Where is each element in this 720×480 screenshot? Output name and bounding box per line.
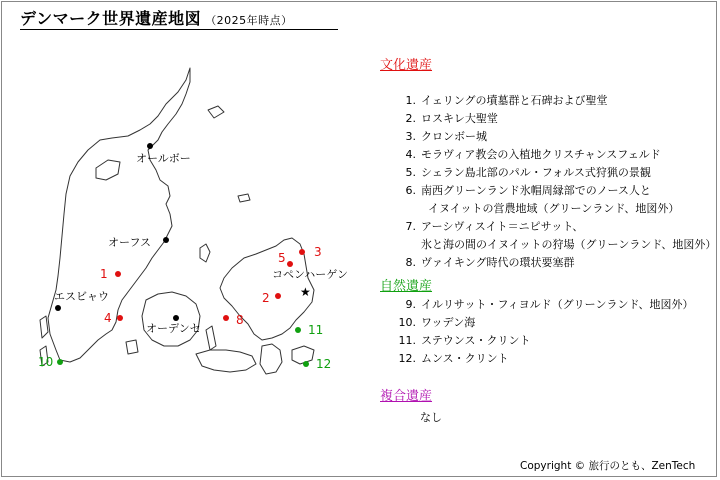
site-dot-11 (295, 327, 301, 333)
langeland-island (206, 326, 216, 350)
title-text: デンマーク世界遺産地図 (20, 9, 202, 28)
falster-coast (260, 344, 282, 374)
lolland-coast (196, 350, 256, 372)
aarhus-dot (163, 237, 169, 243)
odense-dot (173, 315, 179, 321)
list-item (380, 164, 716, 182)
als-island (126, 340, 138, 354)
site-label-5: 5 (278, 251, 286, 265)
item-text: イェリングの墳墓群と石碑および聖堂 (421, 94, 608, 107)
samsoe-island (200, 244, 210, 262)
moen-coast (292, 346, 314, 364)
item-num: 10. (398, 316, 416, 329)
site-dot-4 (117, 315, 123, 321)
city-aalborg: オールボー (136, 152, 191, 165)
capital-star-icon: ★ (300, 285, 311, 299)
list-item (380, 182, 716, 218)
item-num: 8. (405, 256, 416, 269)
site-dot-2 (275, 293, 281, 299)
cultural-list (380, 92, 716, 272)
item-num: 2. (405, 112, 416, 125)
item-text-line2: イヌイットの営農地域（グリーンランド、地図外） (428, 202, 680, 215)
natural-heading: 自然遺産 (380, 279, 433, 294)
title-date: （2025年時点） (205, 14, 293, 27)
item-num: 7. (405, 220, 416, 233)
site-label-12: 12 (316, 357, 332, 371)
item-num: 4. (405, 148, 416, 161)
site-label-11: 11 (308, 323, 324, 337)
site-dot-3 (299, 249, 305, 255)
site-dot-10 (57, 359, 63, 365)
item-text: ロスキレ大聖堂 (421, 112, 498, 125)
copyright-text: Copyright © 旅行のとも、ZenTech (520, 460, 696, 472)
item-text: 南西グリーンランド氷帽周縁部でのノース人と (421, 184, 651, 197)
item-text: アーシヴィスイト＝ニピサット、 (421, 220, 584, 233)
list-item (380, 332, 693, 350)
item-num: 5. (405, 166, 416, 179)
esbjerg-dot (55, 305, 61, 311)
city-aarhus: オーフス (108, 236, 152, 249)
item-text: ステウンス・クリント (421, 334, 531, 347)
list-item (380, 314, 693, 332)
site-label-2: 2 (262, 291, 270, 305)
item-num: 6. (405, 184, 416, 197)
city-esbjerg: エスビャウ (54, 290, 109, 303)
item-text: モラヴィア教会の入植地クリスチャンスフェルド (421, 148, 661, 161)
item-num: 12. (398, 352, 416, 365)
fanoe-island (40, 316, 48, 338)
mixed-heading: 複合遺産 (380, 389, 433, 404)
natural-list (380, 296, 693, 368)
item-text: イルリサット・フィヨルド（グリーンランド、地図外） (421, 298, 694, 311)
item-text-line2: 氷と海の間のイヌイットの狩場（グリーンランド、地図外） (421, 238, 717, 251)
site-label-8: 8 (236, 313, 244, 327)
aalborg-dot (147, 143, 153, 149)
laesoe-island (208, 106, 224, 118)
site-label-10: 10 (38, 355, 54, 369)
anholt-island (238, 194, 250, 202)
item-num: 9. (405, 298, 416, 311)
list-item (380, 218, 716, 254)
list-item (380, 350, 693, 368)
site-label-4: 4 (104, 311, 112, 325)
list-item (380, 92, 716, 110)
list-item (380, 296, 693, 314)
item-num: 11. (398, 334, 416, 347)
site-dot-5 (287, 261, 293, 267)
item-text: ワッデン海 (421, 316, 476, 329)
site-dot-8 (223, 315, 229, 321)
list-item (380, 146, 716, 164)
city-copenhagen: コペンハーゲン (272, 268, 349, 281)
site-dot-1 (115, 271, 121, 277)
item-text: ヴァイキング時代の環状要塞群 (421, 256, 575, 269)
item-text: ムンス・クリント (421, 352, 509, 365)
site-dot-12 (303, 361, 309, 367)
site-label-3: 3 (314, 245, 322, 259)
site-label-1: 1 (100, 267, 108, 281)
list-item (380, 110, 716, 128)
mixed-none-text: なし (420, 411, 442, 424)
list-item (380, 254, 716, 272)
item-num: 3. (405, 130, 416, 143)
funen-coast (142, 292, 200, 346)
city-odense: オーデンセ (146, 322, 201, 335)
item-text: クロンボー城 (421, 130, 487, 143)
item-text: シェラン島北部のパル・フォルス式狩猟の景観 (421, 166, 651, 179)
cultural-heading: 文化遺産 (380, 58, 433, 73)
item-num: 1. (405, 94, 416, 107)
list-item (380, 128, 716, 146)
